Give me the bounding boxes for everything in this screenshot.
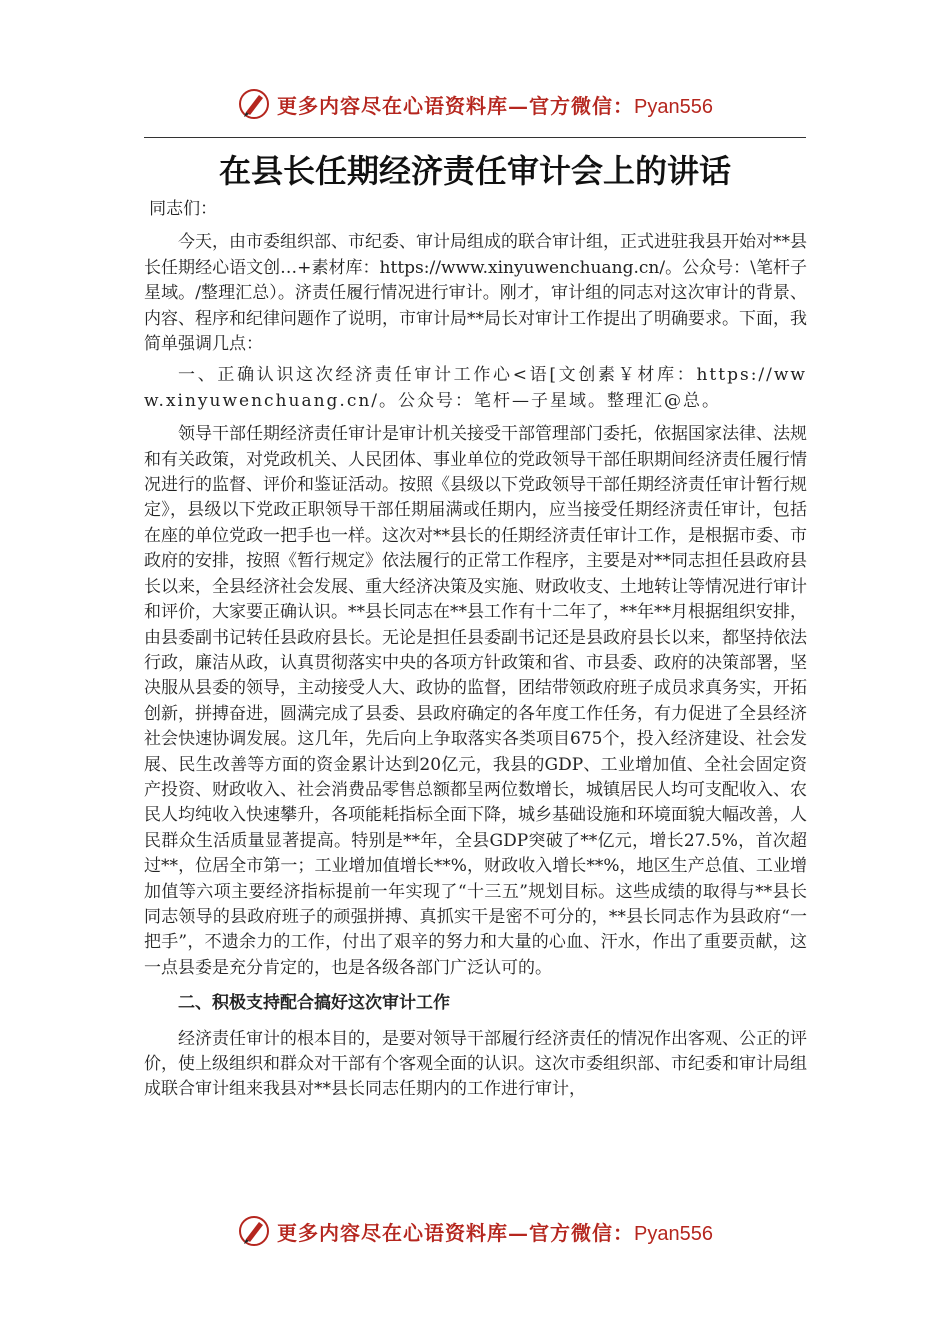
banner-contact: Pyan556	[634, 1222, 713, 1245]
banner-text	[277, 90, 713, 119]
banner-label: 更多内容尽在心语资料库—官方微信：	[277, 1220, 635, 1245]
pen-logo-icon	[237, 87, 271, 121]
banner-contact: Pyan556	[634, 95, 713, 118]
document-body	[144, 197, 807, 1103]
section-heading-1: 一、正确认识这次经济责任审计工作心<语[文创素￥材库：https://www.xinyuwenchuang.cn/。公众号：笔杆—子星域。整理汇@总。	[144, 365, 807, 411]
banner-text	[277, 1217, 713, 1246]
salutation: 同志们：	[149, 199, 218, 219]
pen-logo-icon	[237, 1214, 271, 1248]
paragraph-audit-purpose: 经济责任审计的根本目的，是要对领导干部履行经济责任的情况作出客观、公正的评价，使上级组织和群众对干部有个客观全面的认识。这次市委组织部、市纪委和审计局组成联合审计组来我县对**县长同志任期内的工作进行审计，	[144, 1028, 807, 1100]
footer-banner	[0, 1211, 950, 1251]
section-heading-2: 二、积极支持配合搞好这次审计工作	[178, 993, 450, 1014]
header-banner	[0, 84, 950, 124]
banner-label: 更多内容尽在心语资料库—官方微信：	[277, 93, 635, 118]
paragraph-intro: 今天，由市委组织部、市纪委、审计局组成的联合审计组，正式进驻我县开始对**县长任期经心语文创…+素材库：https://www.xinyuwenchuang.cn/。公众号：\笔杆子星域。/整理汇总）。济责任履行情况进行审计。刚才，审计组的同志对这次审计的背景、内容、程序和纪律问题作了说明，市审计局**局长对审计工作提出了明确要求。下面，我简单强调几点：	[144, 232, 807, 355]
paragraph-body: 领导干部任期经济责任审计是审计机关接受干部管理部门委托，依据国家法律、法规和有关政策，对党政机关、人民团体、事业单位的党政领导干部任职期间经济责任履行情况进行的监督、评价和鉴证活动。按照《县级以下党政领导干部任期经济责任审计暂行规定》，县级以下党政正职领导干部任期届满或任期内，应当接受任期经济责任审计，包括在座的单位党政一把手也一样。这次对**县长的任期经济责任审计工作，是根据市委、市政府的安排，按照《暂行规定》依法履行的正常工作程序，主要是对**同志担任县政府县长以来，全县经济社会发展、重大经济决策及实施、财政收支、土地转让等情况进行审计和评价，大家要正确认识。**县长同志在**县工作有十二年了，**年**月根据组织安排，由县委副书记转任县政府县长。无论是担任县委副书记还是县政府县长以来，都坚持依法行政，廉洁从政，认真贯彻落实中央的各项方针政策和省、市县委、政府的决策部署，坚决服从县委的领导，主动接受人大、政协的监督，团结带领政府班子成员求真务实，开拓创新，拼搏奋进，圆满完成了县委、县政府确定的各年度工作任务，有力促进了全县经济社会快速协调发展。这几年，先后向上争取落实各类项目675个，投入经济建设、社会发展、民生改善等方面的资金累计达到20亿元，我县的GDP、工业增加值、全社会固定资产投资、财政收入、社会消费品零售总额都呈两位数增长，城镇居民人均可支配收入、农民人均纯收入快速攀升，各项能耗指标全面下降，城乡基础设施和环境面貌大幅改善，人民群众生活质量显著提高。特别是**年，全县GDP突破了**亿元，增长27.5%，首次超过**，位居全市第一；工业增加值增长**%，财政收入增长**%，地区生产总值、工业增加值等六项主要经济指标提前一年实现了“十三五”规划目标。这些成绩的取得与**县长同志领导的县政府班子的顽强拼搏、真抓实干是密不可分的，**县长同志作为县政府“一把手”，不遗余力的工作，付出了艰辛的努力和大量的心血、汗水，作出了重要贡献，这一点县委是充分肯定的，也是各级各部门广泛认可的。	[144, 424, 807, 978]
header-rule	[144, 137, 806, 138]
document-title: 在县长任期经济责任审计会上的讲话	[218, 152, 731, 190]
